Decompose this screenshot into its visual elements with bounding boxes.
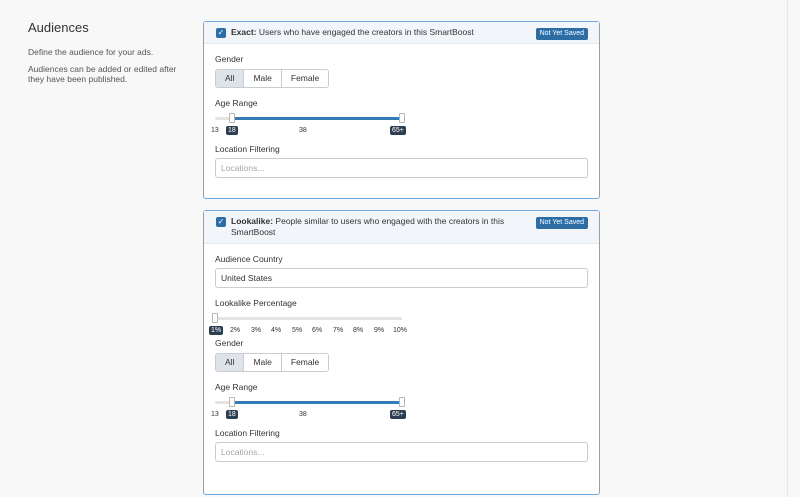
exact-checkbox[interactable]: ✓ [217, 28, 225, 37]
exact-gender-selector [215, 69, 329, 88]
exact-status-badge: Not Yet Saved [536, 28, 588, 40]
exact-heading-bold: Exact: [231, 27, 257, 37]
pct-tick-5: 5% [292, 327, 303, 334]
lookalike-heading-text: People similar to users who engaged with the creators in this SmartBoost [231, 216, 505, 237]
exact-audience-card [203, 21, 600, 199]
section-description: Define the audience for your ads. [28, 47, 154, 57]
lookalike-age-label: Age Range [215, 382, 258, 392]
section-title: Audiences [28, 20, 89, 35]
exact-gender-female[interactable]: Female [282, 70, 328, 87]
age-min-tick: 13 [211, 127, 219, 134]
lookalike-country-label: Audience Country [215, 254, 283, 264]
age-high-tag: 65+ [392, 411, 404, 418]
lookalike-location-input[interactable]: Locations... [215, 442, 588, 462]
slider-handle-min[interactable] [229, 397, 235, 407]
lookalike-checkbox[interactable]: ✓ [217, 217, 225, 226]
slider-handle[interactable] [212, 313, 218, 323]
exact-gender-male[interactable]: Male [244, 70, 281, 87]
lookalike-gender-male[interactable]: Male [244, 354, 281, 371]
page-edge-divider [787, 0, 788, 497]
slider-track [215, 317, 402, 320]
lookalike-gender-female[interactable]: Female [282, 354, 328, 371]
exact-age-label: Age Range [215, 98, 258, 108]
audiences-sidebar [28, 20, 178, 91]
lookalike-percentage-label: Lookalike Percentage [215, 298, 297, 308]
age-low-tag: 18 [228, 127, 236, 134]
lookalike-audience-card [203, 210, 600, 495]
lookalike-gender-selector [215, 353, 329, 372]
slider-handle-max[interactable] [399, 397, 405, 407]
slider-fill [232, 117, 403, 120]
lookalike-heading-bold: Lookalike: [231, 216, 274, 226]
pct-tick-3: 3% [251, 327, 262, 334]
slider-fill [232, 401, 403, 404]
lookalike-country-input[interactable]: United States [215, 268, 588, 288]
lookalike-percentage-slider[interactable] [211, 312, 415, 342]
exact-gender-label: Gender [215, 54, 244, 64]
age-mid-tick: 38 [299, 411, 307, 418]
pct-tick-7: 7% [333, 327, 344, 334]
pct-tick-10: 10% [393, 327, 408, 334]
lookalike-gender-all[interactable]: All [216, 354, 244, 371]
lookalike-status-badge: Not Yet Saved [536, 217, 588, 229]
pct-tick-2: 2% [230, 327, 241, 334]
exact-location-label: Location Filtering [215, 144, 280, 154]
exact-gender-all[interactable]: All [216, 70, 244, 87]
lookalike-card-header [204, 211, 599, 244]
slider-handle-max[interactable] [399, 113, 405, 123]
pct-tick-8: 8% [353, 327, 364, 334]
age-min-tick: 13 [211, 411, 219, 418]
percentage-selected-tag: 1% [211, 327, 222, 334]
pct-tick-6: 6% [312, 327, 323, 334]
exact-card-header [204, 22, 599, 44]
exact-age-slider[interactable] [211, 112, 415, 142]
age-low-tag: 18 [228, 411, 236, 418]
lookalike-location-label: Location Filtering [215, 428, 280, 438]
exact-location-input[interactable]: Locations... [215, 158, 588, 178]
pct-tick-4: 4% [271, 327, 282, 334]
exact-heading-text: Users who have engaged the creators in this SmartBoost [258, 27, 474, 37]
pct-tick-9: 9% [374, 327, 385, 334]
lookalike-age-slider[interactable] [211, 396, 415, 426]
section-note: Audiences can be added or edited after they have been published. [28, 64, 177, 84]
lookalike-gender-label: Gender [215, 338, 244, 348]
slider-handle-min[interactable] [229, 113, 235, 123]
age-high-tag: 65+ [392, 127, 404, 134]
age-mid-tick: 38 [299, 127, 307, 134]
